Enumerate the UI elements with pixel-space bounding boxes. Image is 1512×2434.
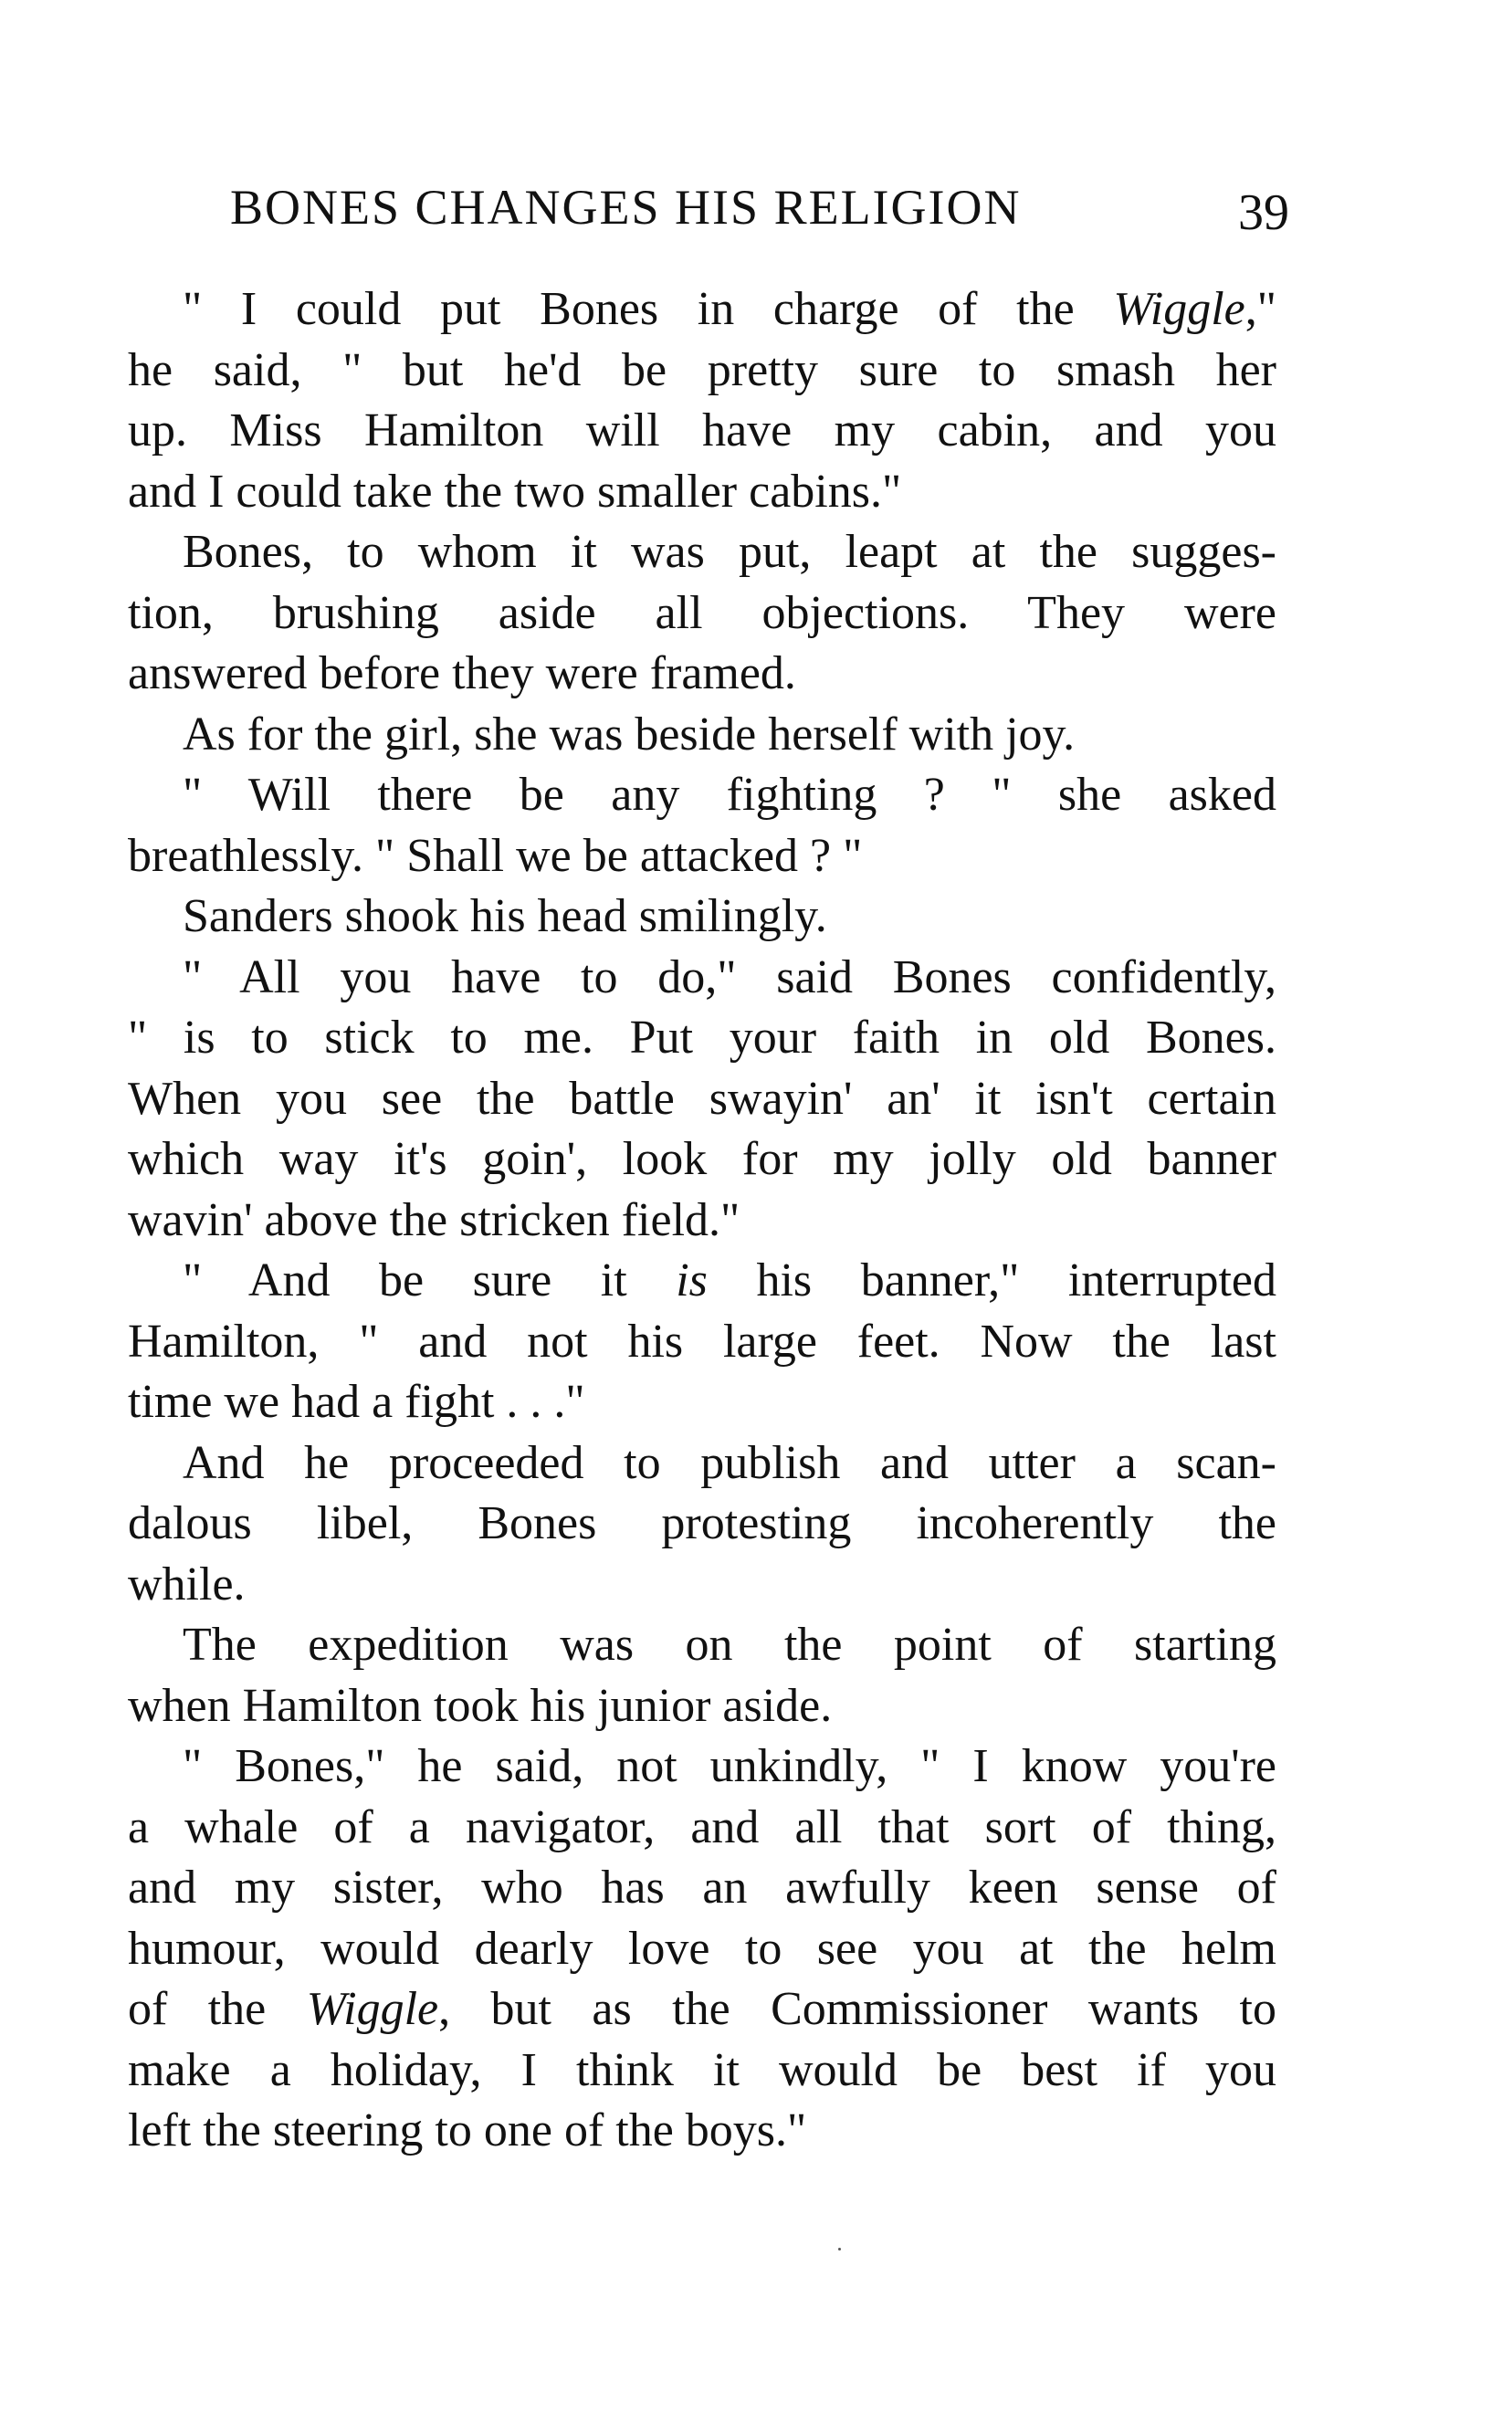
text-line: a whale of a navigator, and all that sort of thing, bbox=[128, 1800, 1276, 1853]
body-text bbox=[128, 279, 1276, 2162]
text-line: tion, brushing aside all objections. They were bbox=[128, 586, 1276, 639]
text-line: while. bbox=[128, 1558, 246, 1610]
running-title: BONES CHANGES HIS RELIGION bbox=[230, 180, 1022, 235]
text-line: make a holiday, I think it would be best if you bbox=[128, 2043, 1276, 2096]
text-line: and my sister, who has an awfully keen sense of bbox=[128, 1862, 1276, 1914]
text-line: he said, " but he'd be pretty sure to smash her bbox=[128, 343, 1276, 396]
text-line: As for the girl, she was beside herself with joy. bbox=[183, 708, 1076, 761]
text-line: " I could put Bones in charge of the Wiggle," bbox=[183, 283, 1276, 335]
text-line: And he proceeded to publish and utter a scan- bbox=[183, 1436, 1276, 1489]
text-line: when Hamilton took his junior aside. bbox=[128, 1679, 833, 1732]
text-line: " Bones," he said, not unkindly, " I know you're bbox=[183, 1740, 1276, 1792]
page-number: 39 bbox=[1238, 184, 1289, 241]
text-line: and I could take the two smaller cabins." bbox=[128, 465, 902, 518]
text-line: " is to stick to me. Put your faith in old Bones. bbox=[128, 1012, 1276, 1064]
text-line: dalous libel, Bones protesting incoherently the bbox=[128, 1497, 1276, 1549]
text-line: " And be sure it is his banner," interrupted bbox=[183, 1254, 1276, 1306]
text-line: answered before they were framed. bbox=[128, 647, 796, 699]
text-line: which way it's goin', look for my jolly old banner bbox=[128, 1133, 1276, 1185]
text-line: " All you have to do," said Bones confidently, bbox=[183, 950, 1276, 1003]
text-line: up. Miss Hamilton will have my cabin, and you bbox=[128, 404, 1276, 456]
running-head bbox=[230, 175, 1289, 239]
text-line: Hamilton, " and not his large feet. Now the last bbox=[128, 1315, 1276, 1368]
print-speck bbox=[838, 2248, 841, 2250]
text-line: breathlessly. " Shall we be attacked ? " bbox=[128, 829, 863, 882]
text-line: left the steering to one of the boys." bbox=[128, 2104, 807, 2156]
text-line: " Will there be any fighting ? " she asked bbox=[183, 769, 1276, 821]
text-line: of the Wiggle, but as the Commissioner wants to bbox=[128, 1983, 1277, 2035]
text-line: wavin' above the stricken field." bbox=[128, 1193, 740, 1246]
text-line: When you see the battle swayin' an' it isn't certain bbox=[128, 1072, 1276, 1125]
text-line: Sanders shook his head smilingly. bbox=[183, 890, 827, 942]
text-line: time we had a fight . . ." bbox=[128, 1376, 585, 1428]
text-line: The expedition was on the point of starting bbox=[183, 1619, 1276, 1671]
text-line: humour, would dearly love to see you at the helm bbox=[128, 1922, 1276, 1975]
text-line: Bones, to whom it was put, leapt at the sugges- bbox=[183, 526, 1276, 578]
